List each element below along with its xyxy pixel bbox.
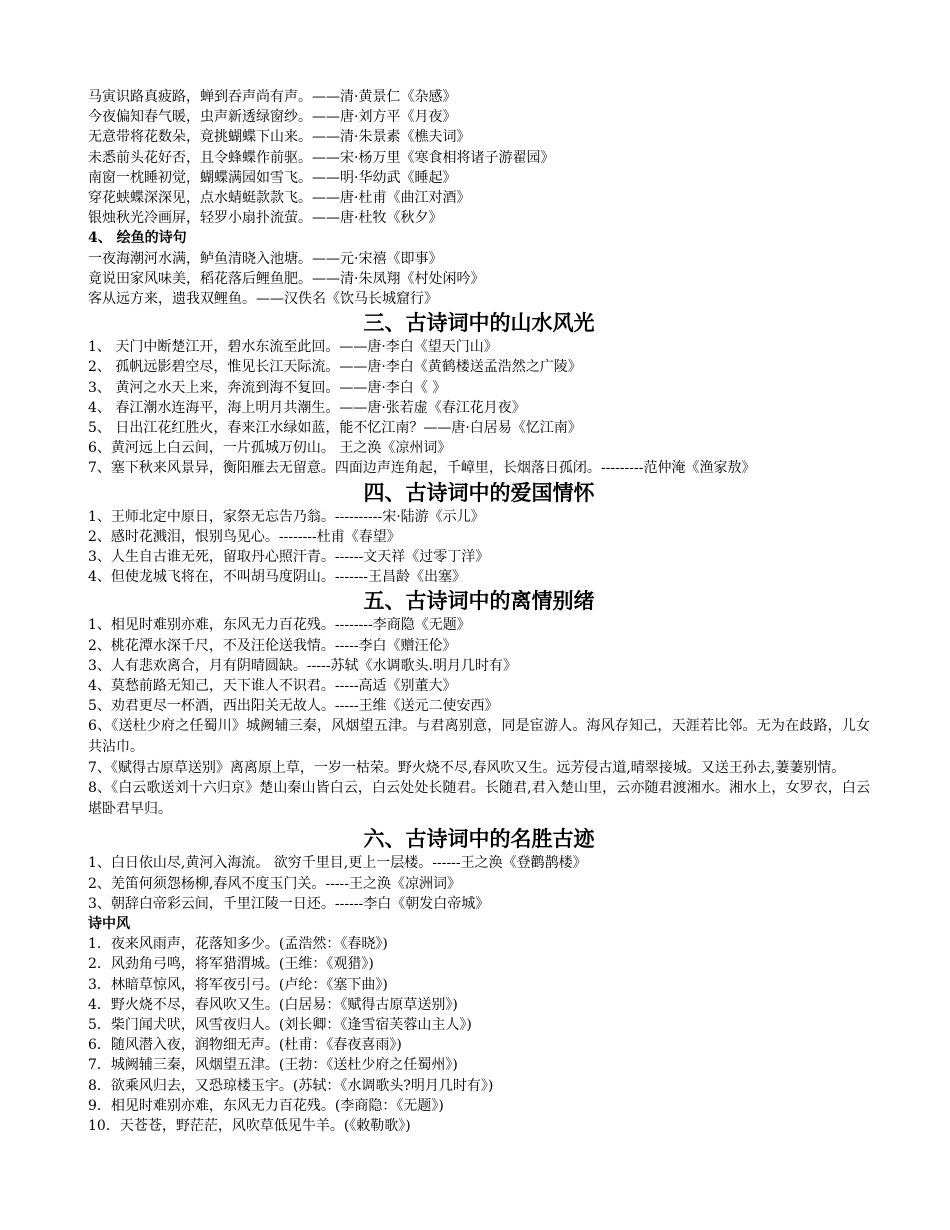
- verse-line: 今夜偏知春气暖，虫声新透绿窗纱。——唐·刘方平《月夜》: [88, 109, 457, 126]
- section-heading: 六、古诗词中的名胜古迹: [363, 827, 595, 852]
- section-heading: 五、古诗词中的离情别绪: [363, 589, 595, 614]
- verse-line: 10．天苍苍，野茫茫，风吹草低见牛羊。(《敕勒歌》): [88, 1118, 411, 1135]
- verse-line: 无意带将花数朵，竟挑蝴蝶下山来。——清·朱景素《樵夫词》: [88, 129, 471, 146]
- section-heading: 三、古诗词中的山水风光: [363, 311, 595, 336]
- fish-verses-section: [88, 228, 870, 309]
- verse-line: 2．风劲角弓鸣，将军猎渭城。(王维：《观猎》): [88, 956, 374, 973]
- verse-line: 1、相见时难别亦难，东风无力百花残。--------李商隐《无题》: [88, 617, 471, 634]
- verse-line: 4、莫愁前路无知己，天下谁人不识君。-----高适《别董大》: [88, 678, 457, 695]
- verse-line: 3．林暗草惊风，将军夜引弓。(卢纶：《塞下曲》): [88, 976, 388, 993]
- verse-paragraph: 6、《送杜少府之任蜀川》城阙辅三秦，风烟望五津。与君离别意，同是宦游人。海风存知己，天涯若比邻。无为在歧路，儿女共沾巾。: [88, 718, 870, 756]
- verse-line: 7．城阙辅三秦，风烟望五津。(王勃：《送杜少府之任蜀州》): [88, 1057, 458, 1074]
- verse-line: 未悉前头花好否，且令蜂蝶作前驱。——宋·杨万里《寒食相将诸子游翟园》: [88, 149, 555, 166]
- subsection-title: 诗中风: [88, 916, 130, 933]
- verse-line: 4、但使龙城飞将在，不叫胡马度阴山。-------王昌龄《出塞》: [88, 569, 467, 586]
- farewell-section: [88, 588, 870, 819]
- patriotism-section: [88, 480, 870, 588]
- verse-line: 5．柴门闻犬吠，风雪夜归人。(刘长卿：《逢雪宿芙蓉山主人》): [88, 1017, 472, 1034]
- verse-line: 一夜海潮河水满，鲈鱼清晓入池塘。——元·宋禧《即事》: [88, 250, 443, 267]
- verse-line: 1、白日依山尽,黄河入海流。 欲穷千里目,更上一层楼。------王之涣《登鹳鹊楼》: [88, 855, 587, 872]
- verse-line: 9．相见时难别亦难，东风无力百花残。(李商隐：《无题》): [88, 1097, 444, 1114]
- landmarks-section: [88, 826, 870, 914]
- verse-line: 银烛秋光冷画屏，轻罗小扇扑流萤。——唐·杜牧《秋夕》: [88, 210, 443, 227]
- wind-verses-section: [88, 914, 870, 1136]
- verse-line: 5、 日出江花红胜火，春来江水绿如蓝，能不忆江南？——唐·白居易《忆江南》: [88, 420, 582, 437]
- verse-line: 3、人生自古谁无死，留取丹心照汗青。------文天祥《过零丁洋》: [88, 549, 490, 566]
- verse-line: 竟说田家风味美，稻花落后鲤鱼肥。——清·朱凤翔《村处闲吟》: [88, 270, 485, 287]
- verse-line: 6、黄河远上白云间，一片孤城万仞山。 王之涣《凉州词》: [88, 440, 452, 457]
- verse-line: 2、桃花潭水深千尺，不及汪伦送我情。-----李白《赠汪伦》: [88, 637, 457, 654]
- verse-line: 1、 天门中断楚江开，碧水东流至此回。——唐·李白《望天门山》: [88, 339, 498, 356]
- verse-line: 4．野火烧不尽，春风吹又生。(白居易：《赋得古原草送别》): [88, 996, 458, 1013]
- verse-line: 8．欲乘风归去，又恐琼楼玉宇。(苏轼：《水调歌头?明月几时有》): [88, 1077, 494, 1094]
- verse-line: 1、王师北定中原日，家祭无忘告乃翁。----------宋·陆游《示儿》: [88, 508, 485, 525]
- verse-paragraph: 7、《赋得古原草送别》离离原上草，一岁一枯荣。野火烧不尽,春风吹又生。远芳侵古道,晴翠接城。又送王孙去,萋萋别情。: [88, 759, 846, 776]
- verse-line: 南窗一枕睡初觉，蝴蝶满园如雪飞。——明·华幼武《睡起》: [88, 169, 457, 186]
- verse-line: 3、 黄河之水天上来，奔流到海不复回。——唐·李白《 》: [88, 379, 447, 396]
- verse-line: 2、羌笛何须怨杨柳,春风不度玉门关。-----王之涣《凉洲词》: [88, 875, 462, 892]
- subsection-title: 4、 绘鱼的诗句: [88, 230, 187, 247]
- section-heading: 四、古诗词中的爱国情怀: [363, 480, 595, 505]
- verse-line: 3、朝辞白帝彩云间，千里江陵一日还。------李白《朝发白帝城》: [88, 895, 490, 912]
- verse-line: 6．随风潜入夜，润物细无声。(杜甫：《春夜喜雨》): [88, 1037, 402, 1054]
- verse-line: 2、感时花溅泪，恨别鸟见心。--------杜甫《春望》: [88, 528, 401, 545]
- verse-paragraph: 8、《白云歌送刘十六归京》楚山秦山皆白云，白云处处长随君。长随君,君入楚山里，云亦随君渡湘水。湘水上，女罗衣，白云堪卧君早归。: [88, 780, 870, 817]
- landscape-section: [88, 310, 870, 478]
- verse-line: 穿花蛱蝶深深见，点水蜻蜓款款飞。——唐·杜甫《曲江对酒》: [88, 190, 471, 207]
- verse-line: 马寅识路真疲路，蝉到吞声尚有声。——清·黄景仁《杂感》: [88, 89, 457, 105]
- verse-line: 1．夜来风雨声，花落知多少。(孟浩然：《春晓》): [88, 936, 388, 953]
- intro-verses: [88, 87, 870, 228]
- verse-line: 5、劝君更尽一杯酒，西出阳关无故人。-----王维《送元二使安西》: [88, 698, 499, 715]
- verse-line: 7、塞下秋来风景异，衡阳雁去无留意。四面边声连角起，千嶂里，长烟落日孤闭。---------范仲淹《渔家敖》: [88, 460, 756, 477]
- verse-line: 4、 春江潮水连海平，海上明月共潮生。——唐·张若虚《春江花月夜》: [88, 399, 526, 416]
- verse-line: 3、人有悲欢离合，月有阴晴圆缺。-----苏轼《水调歌头.明月几时有》: [88, 657, 518, 674]
- verse-line: 客从远方来，遗我双鲤鱼。——汉佚名《饮马长城窟行》: [88, 291, 438, 308]
- verse-line: 2、 孤帆远影碧空尽，惟见长江天际流。——唐·李白《黄鹤楼送孟浩然之广陵》: [88, 359, 582, 376]
